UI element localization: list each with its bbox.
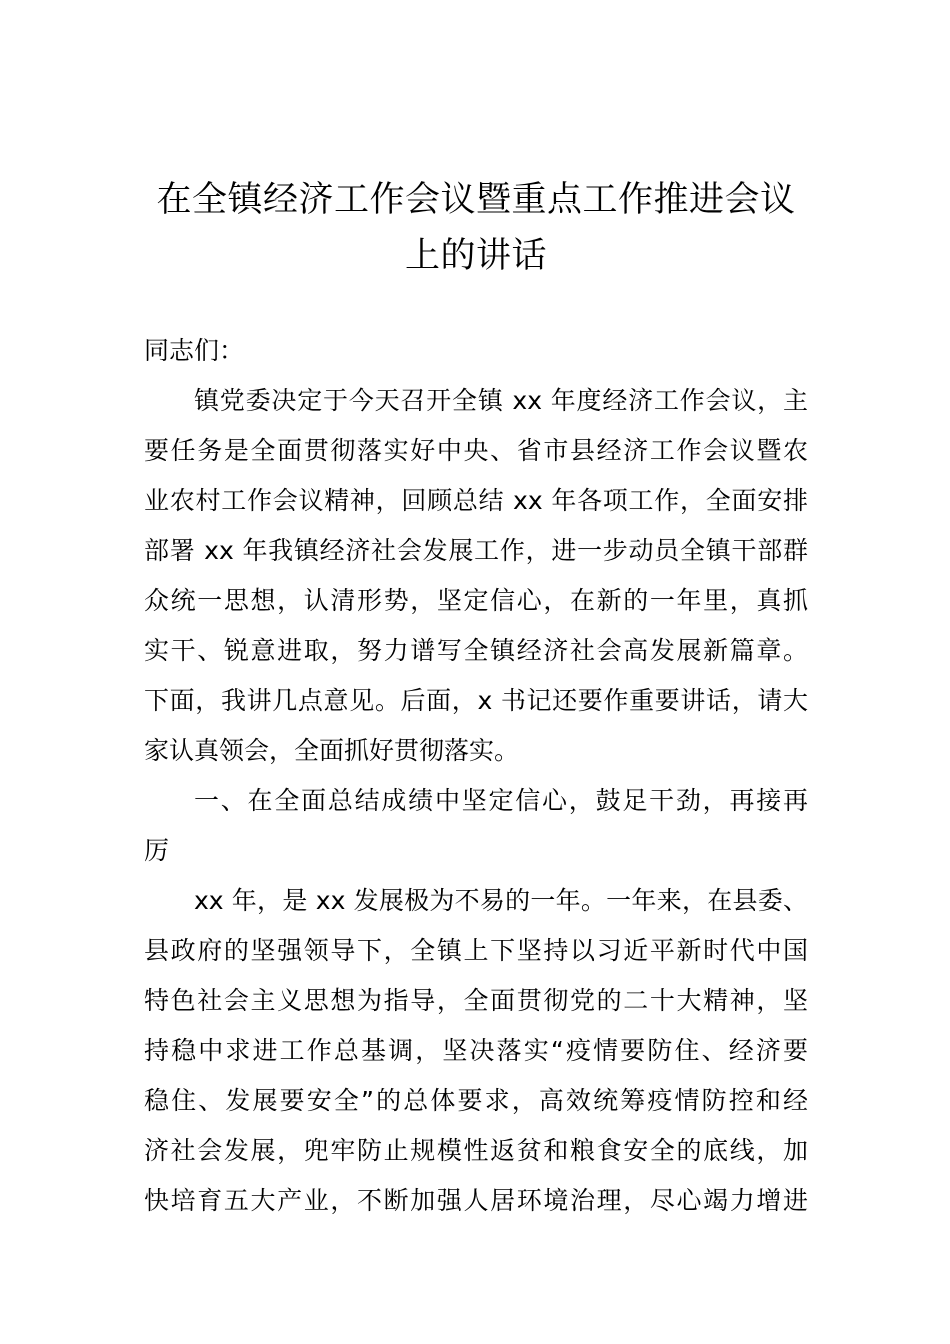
- heading-line: 厉: [144, 836, 170, 865]
- salutation: 同志们：: [144, 336, 245, 365]
- paragraph-line: 要任务是全面贯彻落实好中央、省市县经济工作会议暨农: [144, 436, 808, 465]
- paragraph-line: 部署 xx 年我镇经济社会发展工作，进一步动员全镇干部群: [144, 536, 808, 565]
- heading-line: 一、在全面总结成绩中坚定信心，鼓足干劲，再接再: [194, 786, 808, 815]
- paragraph-line: 业农村工作会议精神，回顾总结 xx 年各项工作，全面安排: [144, 486, 808, 515]
- paragraph-line: 特色社会主义思想为指导，全面贯彻党的二十大精神，坚: [144, 986, 808, 1015]
- paragraph-line: 镇党委决定于今天召开全镇 xx 年度经济工作会议，主: [194, 386, 808, 415]
- paragraph-line: 实干、锐意进取，努力谱写全镇经济社会高发展新篇章。: [144, 636, 808, 665]
- paragraph-line: 家认真领会，全面抓好贯彻落实。: [144, 736, 520, 765]
- paragraph-line: 济社会发展，兜牢防止规模性返贫和粮食安全的底线，加: [144, 1136, 808, 1165]
- paragraph-line: 持稳中求进工作总基调，坚决落实“疫情要防住、经济要: [144, 1036, 808, 1065]
- paragraph-line: 稳住、发展要安全”的总体要求，高效统筹疫情防控和经: [144, 1086, 808, 1115]
- section-heading-1: [144, 776, 808, 876]
- document-body: [144, 326, 808, 1226]
- paragraph-line: 下面，我讲几点意见。后面，x 书记还要作重要讲话，请大: [144, 686, 808, 715]
- paragraph-2: [144, 876, 808, 1226]
- title-line-1: 在全镇经济工作会议暨重点工作推进会议: [156, 180, 796, 220]
- paragraph-line: 众统一思想，认清形势，坚定信心，在新的一年里，真抓: [144, 586, 808, 615]
- paragraph-line: xx 年，是 xx 发展极为不易的一年。一年来，在县委、: [194, 886, 808, 915]
- paragraph-line: 快培育五大产业，不断加强人居环境治理，尽心竭力增进: [144, 1186, 808, 1215]
- paragraph-line: 县政府的坚强领导下，全镇上下坚持以习近平新时代中国: [144, 936, 808, 965]
- title-line-2: 上的讲话: [404, 236, 547, 276]
- document-title: [145, 172, 807, 284]
- paragraph-1: [144, 376, 808, 776]
